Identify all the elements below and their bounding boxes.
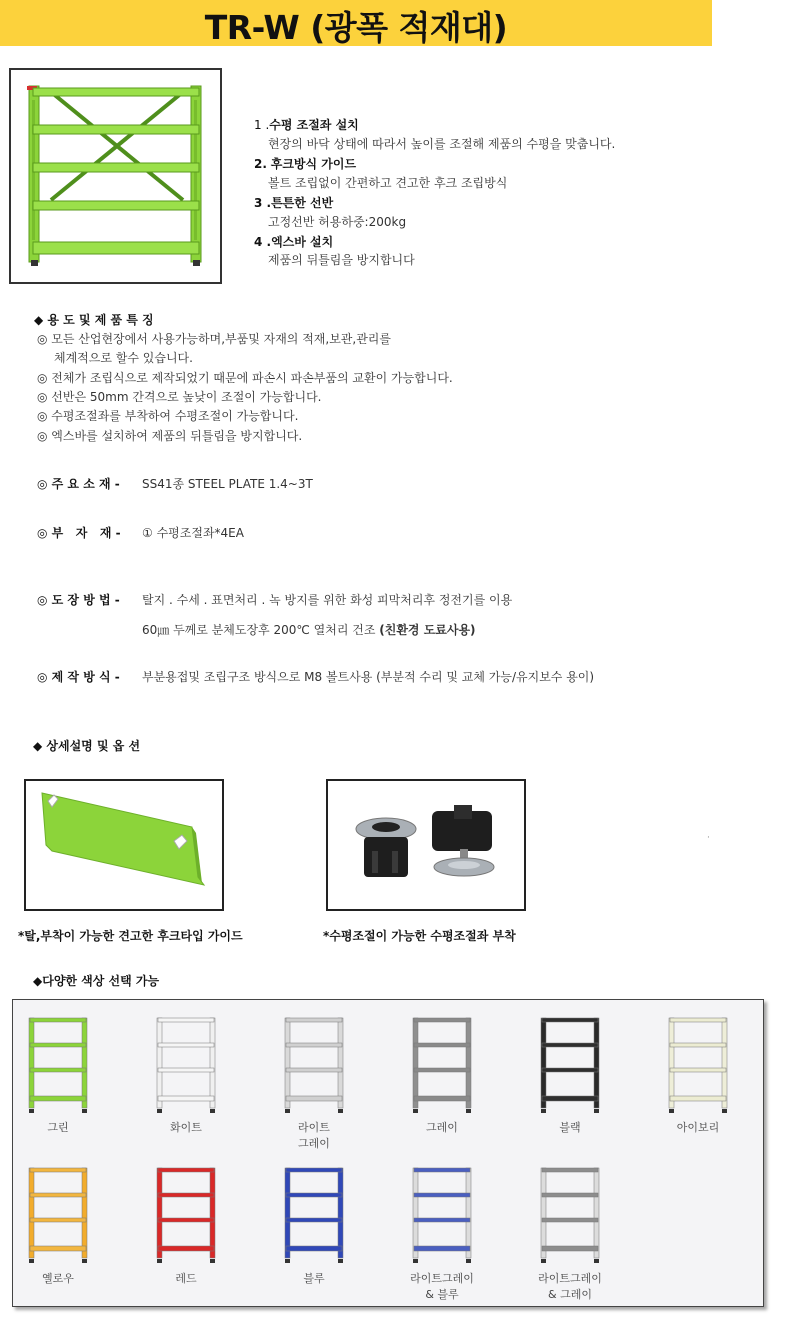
feature-2-title: 후크방식 가이드: [270, 157, 357, 171]
manufacture-value: 부분용접및 조립구조 방식으로 M8 볼트사용 (부분적 수리 및 교체 가능/유지보수 용이): [142, 670, 595, 684]
shelf-swatch-1-5: [539, 1016, 601, 1116]
color-label-1-5: 블랙: [559, 1121, 581, 1134]
leveler-image-frame: [326, 779, 526, 911]
feature-2-number: 2.: [254, 157, 267, 171]
color-label-1-6: 아이보리: [676, 1121, 720, 1134]
usage-line-6: ◎ 엑스바를 설치하여 제품의 뒤틀림을 방지합니다.: [37, 429, 303, 443]
paint-value-2: [142, 621, 476, 638]
feature-4-heading: [254, 233, 333, 250]
paint-value-2-text: 60㎛ 두께로 분체도장후 200℃ 열처리 건조: [142, 623, 376, 637]
feature-4-title: 엑스바 설치: [271, 235, 334, 249]
usage-line-2: 체계적으로 할수 있습니다.: [54, 351, 193, 365]
usage-line-5: ◎ 수평조절좌를 부착하여 수평조절이 가능합니다.: [37, 409, 299, 423]
paint-eco-note: (친환경 도료사용): [379, 623, 476, 637]
feature-1-title: 수평 조절좌 설치: [269, 118, 359, 132]
product-shelf-image: [11, 70, 220, 282]
shelf-swatch-2-2: [155, 1166, 217, 1266]
usage-heading: ◆ 용 도 및 제 품 특 징: [34, 313, 154, 327]
color-label-1-1: 그린: [47, 1121, 69, 1134]
feature-1-number: 1 .: [254, 118, 270, 132]
color-label-2-2: 레드: [175, 1272, 197, 1285]
hook-guide-caption: *탈,부착이 가능한 견고한 후크타입 가이드: [18, 929, 243, 943]
paint-value-1: 탈지 . 수세 . 표면처리 . 녹 방지를 위한 화성 피막처리후 정전기를 이용: [142, 593, 513, 607]
shelf-swatch-1-6: [667, 1016, 729, 1116]
feature-3-title: 튼튼한 선반: [271, 196, 334, 210]
material-label: ◎ 주 요 소 재 -: [37, 477, 120, 491]
color-label-2-5: 라이트그레이 & 그레이: [538, 1272, 602, 1301]
leveler-caption: *수평조절이 가능한 수평조절좌 부착: [323, 929, 516, 943]
shelf-swatch-2-1: [27, 1166, 89, 1266]
feature-4-number: 4 .: [254, 235, 272, 249]
product-image-frame: [9, 68, 222, 284]
color-options-panel: [12, 999, 764, 1307]
shelf-swatch-2-3: [283, 1166, 345, 1266]
feature-3-number: 3 .: [254, 196, 272, 210]
sub-material-label: ◎ 부 자 재 -: [37, 526, 121, 540]
color-label-2-1: 옐로우: [42, 1272, 74, 1285]
usage-line-4: ◎ 선반은 50mm 간격으로 높낮이 조절이 가능합니다.: [37, 390, 322, 404]
feature-2-heading: [254, 155, 356, 172]
feature-3-heading: [254, 194, 333, 211]
material-value: SS41종 STEEL PLATE 1.4~3T: [142, 477, 313, 491]
color-label-1-2: 화이트: [170, 1121, 202, 1134]
feature-3-desc: 고정선반 허용하중:200kg: [268, 215, 407, 229]
feature-1-desc: 현장의 바닥 상태에 따라서 높이를 조절해 제품의 수평을 맞춥니다.: [268, 137, 616, 151]
color-label-2-4: 라이트그레이 & 블루: [410, 1272, 474, 1301]
shelf-swatch-2-4: [411, 1166, 473, 1266]
page-title: TR-W (광폭 적재대): [204, 8, 508, 47]
manufacture-label: ◎ 제 작 방 식 -: [37, 670, 120, 684]
color-label-2-3: 블루: [303, 1272, 325, 1285]
detail-heading: ◆ 상세설명 및 옵 션: [33, 739, 141, 753]
color-label-1-4: 그레이: [426, 1121, 458, 1134]
shelf-swatch-1-4: [411, 1016, 473, 1116]
color-label-1-3: 라이트 그레이: [298, 1121, 330, 1150]
feature-1-heading: [254, 116, 359, 133]
usage-line-3: ◎ 전체가 조립식으로 제작되었기 때문에 파손시 파손부품의 교환이 가능합니다.: [37, 371, 453, 385]
paint-label: ◎ 도 장 방 법 -: [37, 593, 120, 607]
color-heading: ◆다양한 색상 선택 가능: [33, 974, 160, 988]
usage-line-1: ◎ 모든 산업현장에서 사용가능하며,부품및 자재의 적재,보관,관리를: [37, 332, 391, 346]
leveler-image: [328, 781, 524, 909]
feature-4-desc: 제품의 뒤틀림을 방지합니다: [268, 253, 415, 267]
hook-guide-image: [26, 781, 222, 909]
shelf-swatch-1-2: [155, 1016, 217, 1116]
sub-material-value: ① 수평조절좌*4EA: [142, 526, 244, 540]
stray-mark: ·: [707, 833, 710, 843]
shelf-swatch-1-1: [27, 1016, 89, 1116]
shelf-swatch-2-5: [539, 1166, 601, 1266]
feature-2-desc: 볼트 조립없이 간편하고 견고한 후크 조립방식: [268, 176, 508, 190]
hook-guide-image-frame: [24, 779, 224, 911]
shelf-swatch-1-3: [283, 1016, 345, 1116]
